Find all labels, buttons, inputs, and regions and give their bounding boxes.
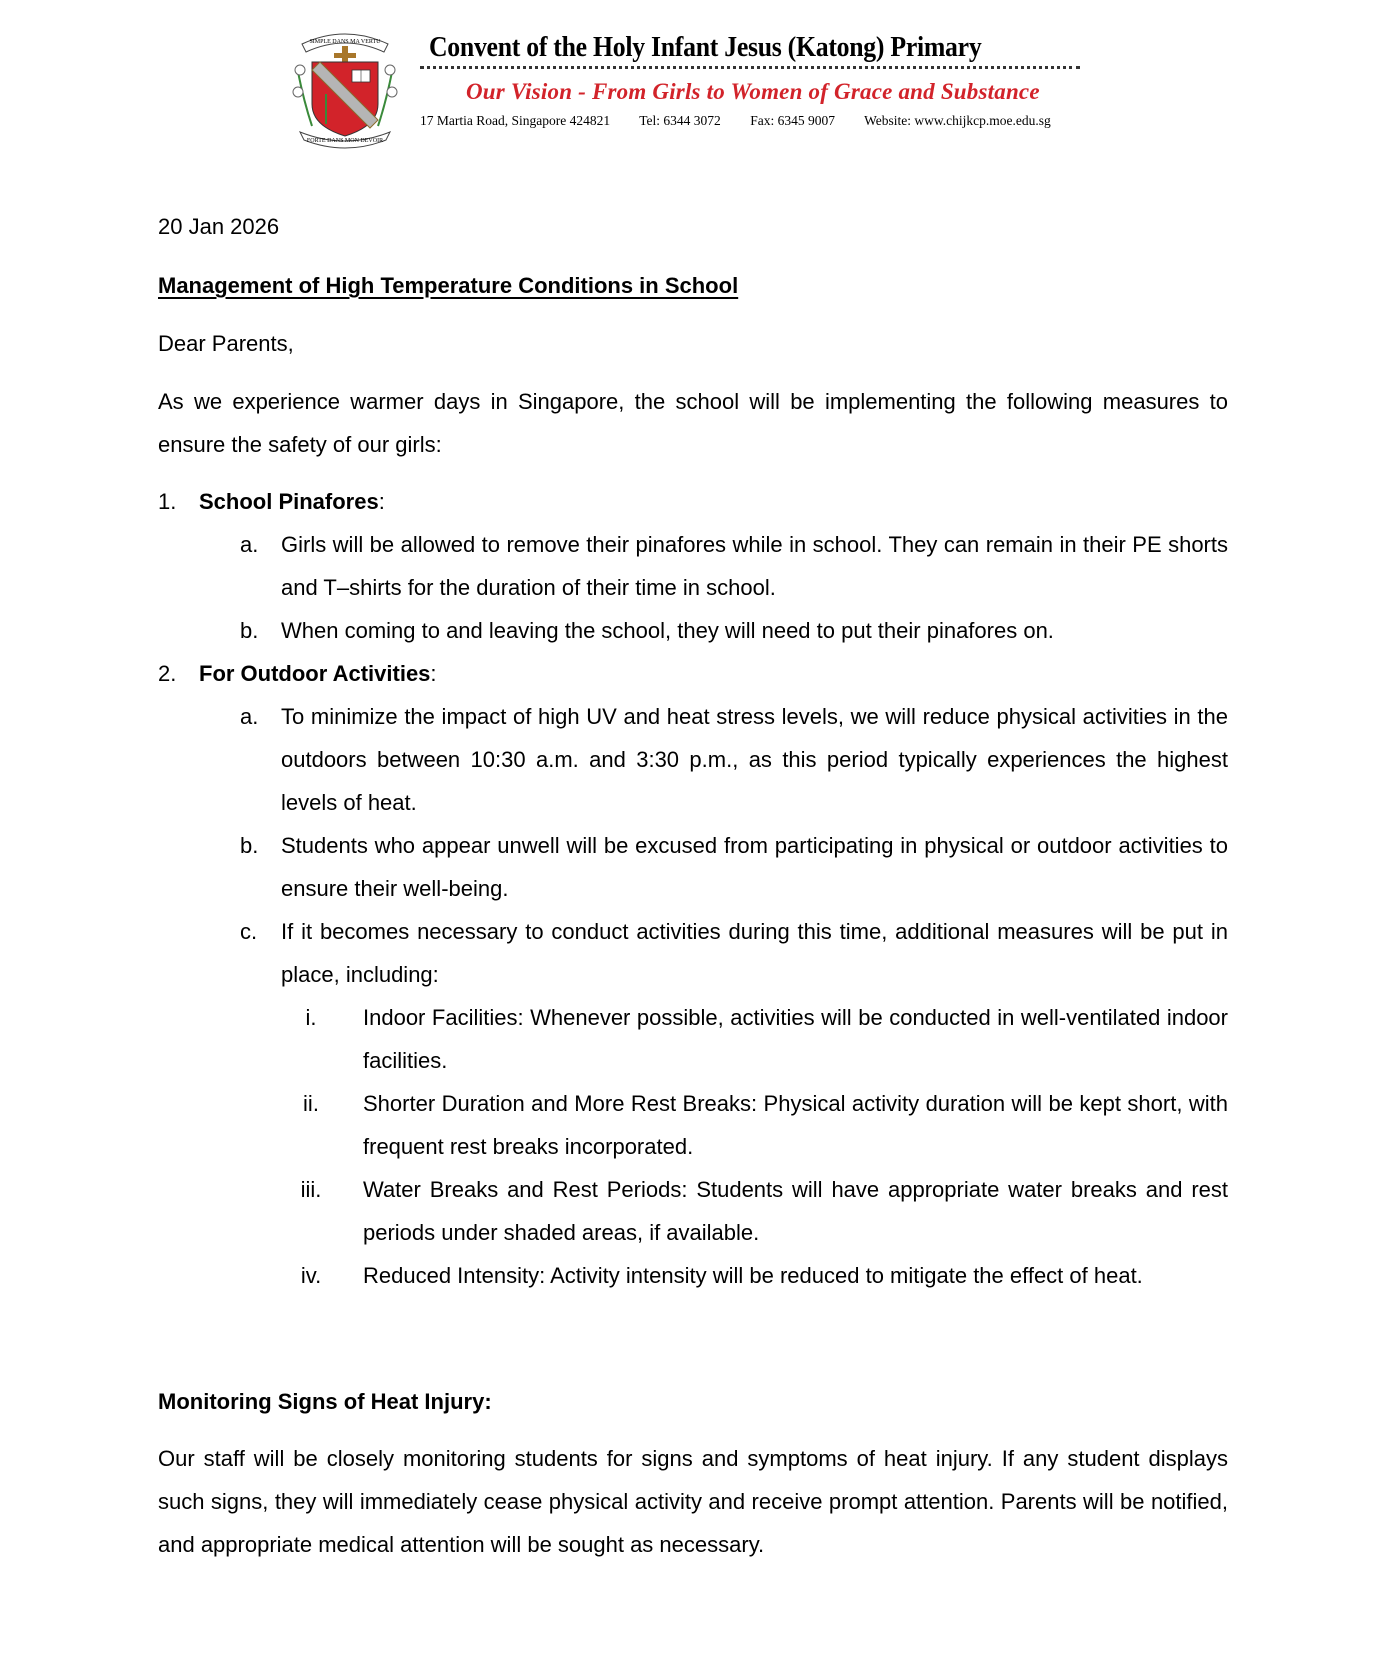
measure-item (158, 480, 1228, 523)
sub-list-item-text: Water Breaks and Rest Periods: Students will have appropriate water breaks and rest periods under shaded areas, if available. (363, 1177, 1228, 1245)
school-crest-icon (290, 22, 400, 152)
list-number: 1. (158, 489, 177, 514)
sub-list-item-text: Indoor Facilities: Whenever possible, activities will be conducted in well-ventilated indoor facilities. (363, 1005, 1228, 1073)
crest-motto-top: SIMPLE DANS MA VERTU (309, 39, 381, 45)
dotted-divider (420, 66, 1080, 69)
list-item-text: When coming to and leaving the school, they will need to put their pinafores on. (281, 618, 1054, 643)
list-letter: b. (240, 833, 259, 858)
letterhead (290, 22, 1090, 152)
measure-heading: For Outdoor Activities (199, 661, 431, 686)
letter-title: Management of High Temperature Conditions in School (158, 273, 739, 298)
list-item-text: If it becomes necessary to conduct activities during this time, additional measures will be put in place, including: (281, 919, 1228, 987)
school-website: Website: www.chijkcp.moe.edu.sg (864, 113, 1051, 128)
heading-colon: : (430, 661, 437, 686)
roman-numeral: i. (305, 1005, 317, 1030)
greeting: Dear Parents, (158, 331, 294, 356)
school-vision: Our Vision - From Girls to Women of Grace and Substance (466, 79, 1040, 104)
sub-list-item-text: Shorter Duration and More Rest Breaks: Physical activity duration will be kept short, with frequent rest breaks incorporated. (363, 1091, 1228, 1159)
monitoring-heading: Monitoring Signs of Heat Injury: (158, 1389, 492, 1414)
list-item (158, 824, 1228, 910)
list-letter: c. (240, 919, 258, 944)
list-number: 2. (158, 661, 177, 686)
measure-heading: School Pinafores (199, 489, 379, 514)
sub-list-item (158, 996, 1228, 1082)
sub-list-item (158, 1168, 1228, 1254)
list-item (158, 523, 1228, 609)
list-item-text: Students who appear unwell will be excused from participating in physical or outdoor activities to ensure their well-being. (281, 833, 1228, 901)
list-letter: a. (240, 532, 259, 557)
roman-numeral: ii. (303, 1091, 319, 1116)
list-item-text: Girls will be allowed to remove their pinafores while in school. They can remain in their PE shorts and T–shirts for the duration of their time in school. (281, 532, 1228, 600)
school-fax: Fax: 6345 9007 (750, 113, 835, 128)
school-name: Convent of the Holy Infant Jesus (Katong) Primary (428, 32, 982, 63)
heading-colon: : (378, 489, 385, 514)
list-letter: a. (240, 704, 259, 729)
list-item (158, 609, 1228, 652)
intro-paragraph: As we experience warmer days in Singapore, the school will be implementing the following measures to ensure the safety of our girls: (158, 389, 1228, 457)
sub-list-item-text: Reduced Intensity: Activity intensity will be reduced to mitigate the effect of heat. (363, 1263, 1143, 1288)
measures-list (158, 480, 1228, 1297)
roman-numeral: iv. (300, 1263, 322, 1288)
list-item (158, 695, 1228, 824)
list-item-text: To minimize the impact of high UV and heat stress levels, we will reduce physical activities in the outdoors between 10:30 a.m. and 3:30 p.m., as this period typically experiences the highest levels of heat. (281, 704, 1228, 815)
letter-date: 20 Jan 2026 (158, 214, 280, 239)
roman-numeral: iii. (300, 1177, 322, 1202)
list-letter: b. (240, 618, 259, 643)
measure-item (158, 652, 1228, 695)
contact-line (420, 113, 1080, 129)
sub-list-item (158, 1254, 1228, 1297)
sub-list-item (158, 1082, 1228, 1168)
list-item (158, 910, 1228, 996)
school-address: 17 Martia Road, Singapore 424821 (420, 113, 611, 128)
school-tel: Tel: 6344 3072 (639, 113, 721, 128)
monitoring-paragraph: Our staff will be closely monitoring students for signs and symptoms of heat injury. If any student displays such signs, they will immediately cease physical activity and receive prompt attention. Parents will be notified, and appropriate medical attention will be sought as necessary. (158, 1446, 1228, 1557)
crest-motto-bottom: FORTE DANS MON DEVOIR (306, 138, 384, 144)
